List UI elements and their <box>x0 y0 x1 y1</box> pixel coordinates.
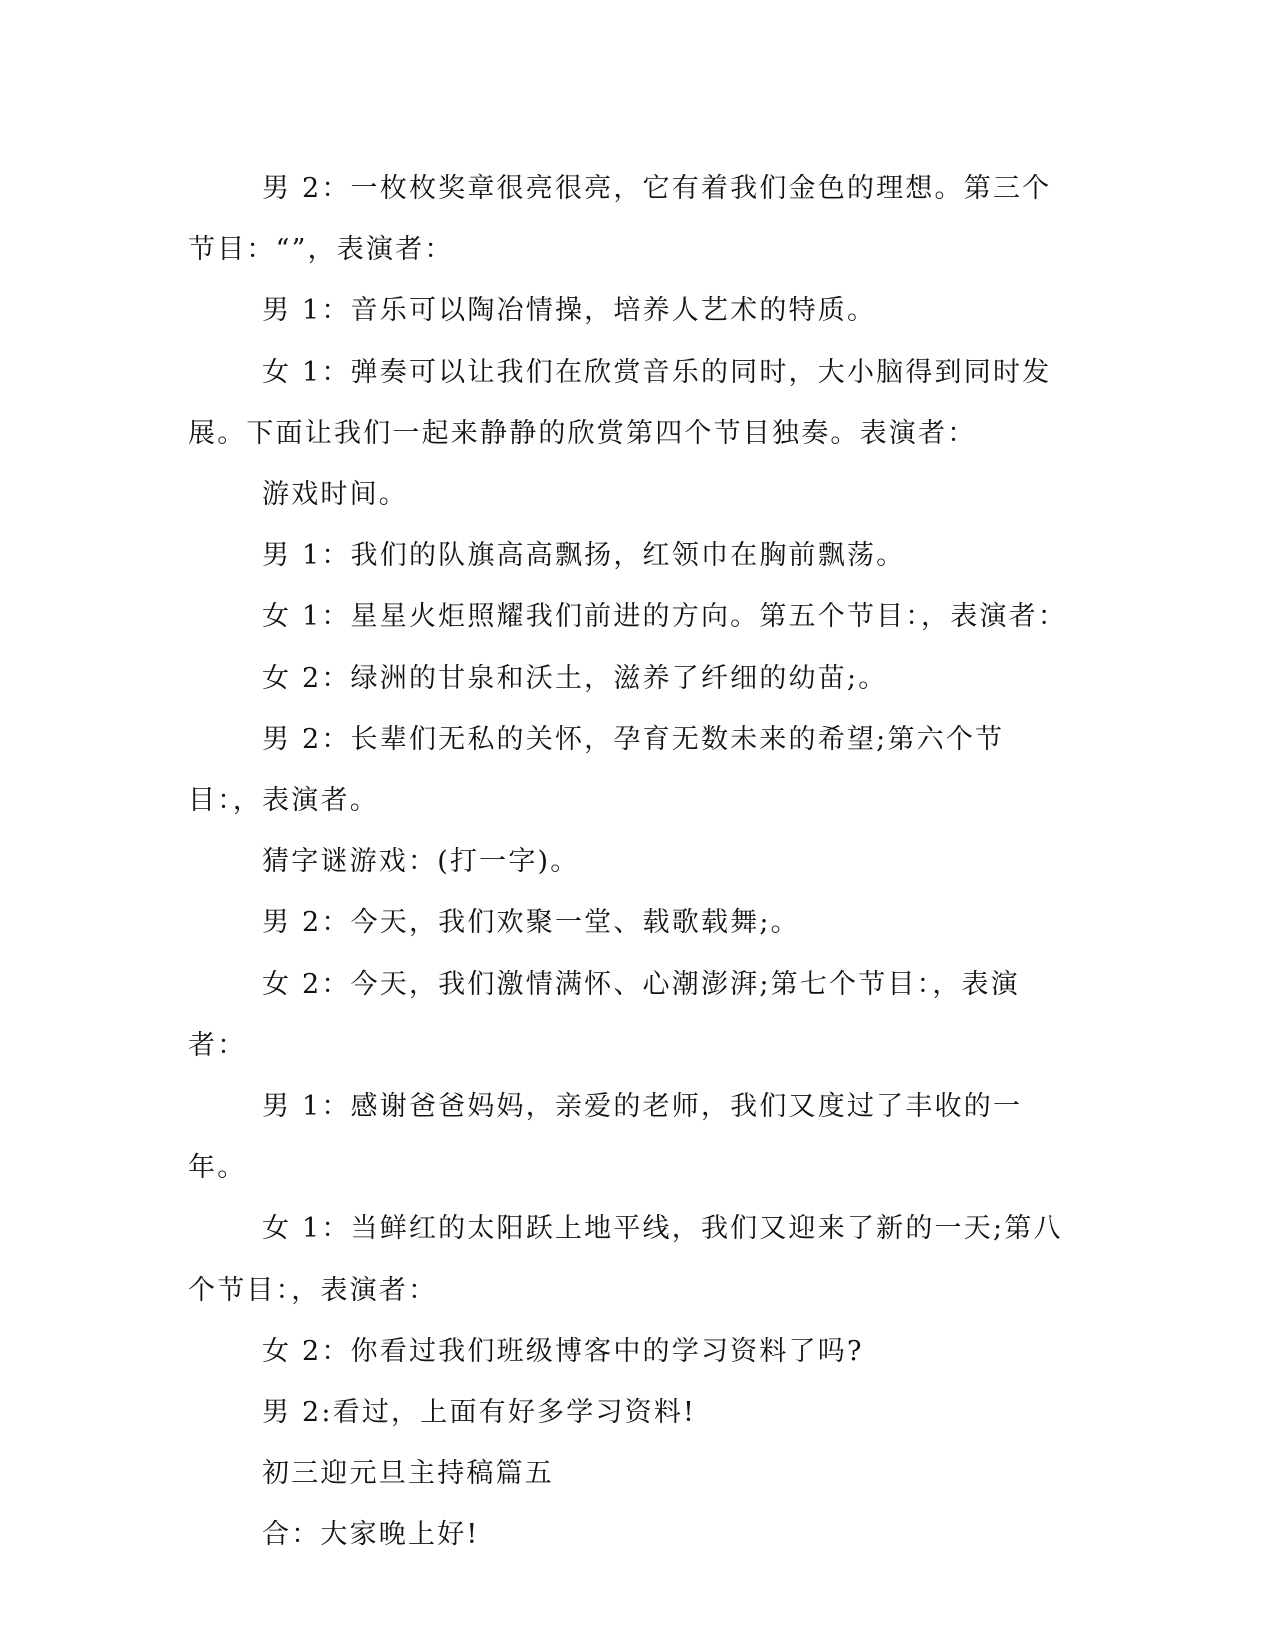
paragraph: 男 2:看过，上面有好多学习资料! <box>262 1397 697 1429</box>
paragraph: 男 2：今天，我们欢聚一堂、载歌载舞;。 <box>262 907 800 939</box>
paragraph: 男 2：长辈们无私的关怀，孕育无数未来的希望;第六个节目：，表演者。 <box>188 723 1005 817</box>
section-heading: 初三迎元旦主持稿篇五 <box>262 1458 554 1490</box>
paragraph: 男 1：我们的队旗高高飘扬，红领巾在胸前飘荡。 <box>262 540 906 572</box>
document-body <box>188 158 1068 1566</box>
paragraph: 女 1：当鲜红的太阳跃上地平线，我们又迎来了新的一天;第八个节目：，表演者： <box>188 1213 1063 1306</box>
paragraph: 女 1：星星火炬照耀我们前进的方向。第五个节目：，表演者： <box>262 601 1068 633</box>
paragraph: 游戏时间。 <box>262 479 408 511</box>
paragraph: 女 2：今天，我们激情满怀、心潮澎湃;第七个节目：，表演者： <box>188 968 1020 1061</box>
paragraph: 男 2：一枚枚奖章很亮很亮，它有着我们金色的理想。第三个节目：“”，表演者： <box>188 173 1052 266</box>
paragraph: 男 1：感谢爸爸妈妈，亲爱的老师，我们又度过了丰收的一年。 <box>188 1091 1023 1184</box>
paragraph: 男 1：音乐可以陶冶情操，培养人艺术的特质。 <box>262 295 877 327</box>
paragraph: 猜字谜游戏：(打一字)。 <box>262 846 580 878</box>
paragraph: 女 2：绿洲的甘泉和沃土，滋养了纤细的幼苗;。 <box>262 662 888 694</box>
paragraph: 女 1：弹奏可以让我们在欣赏音乐的同时，大小脑得到同时发展。下面让我们一起来静静的欣赏第四个节目独奏。表演者： <box>188 356 1052 449</box>
paragraph: 合：大家晚上好! <box>262 1519 480 1551</box>
paragraph: 女 2：你看过我们班级博客中的学习资料了吗? <box>262 1335 864 1367</box>
